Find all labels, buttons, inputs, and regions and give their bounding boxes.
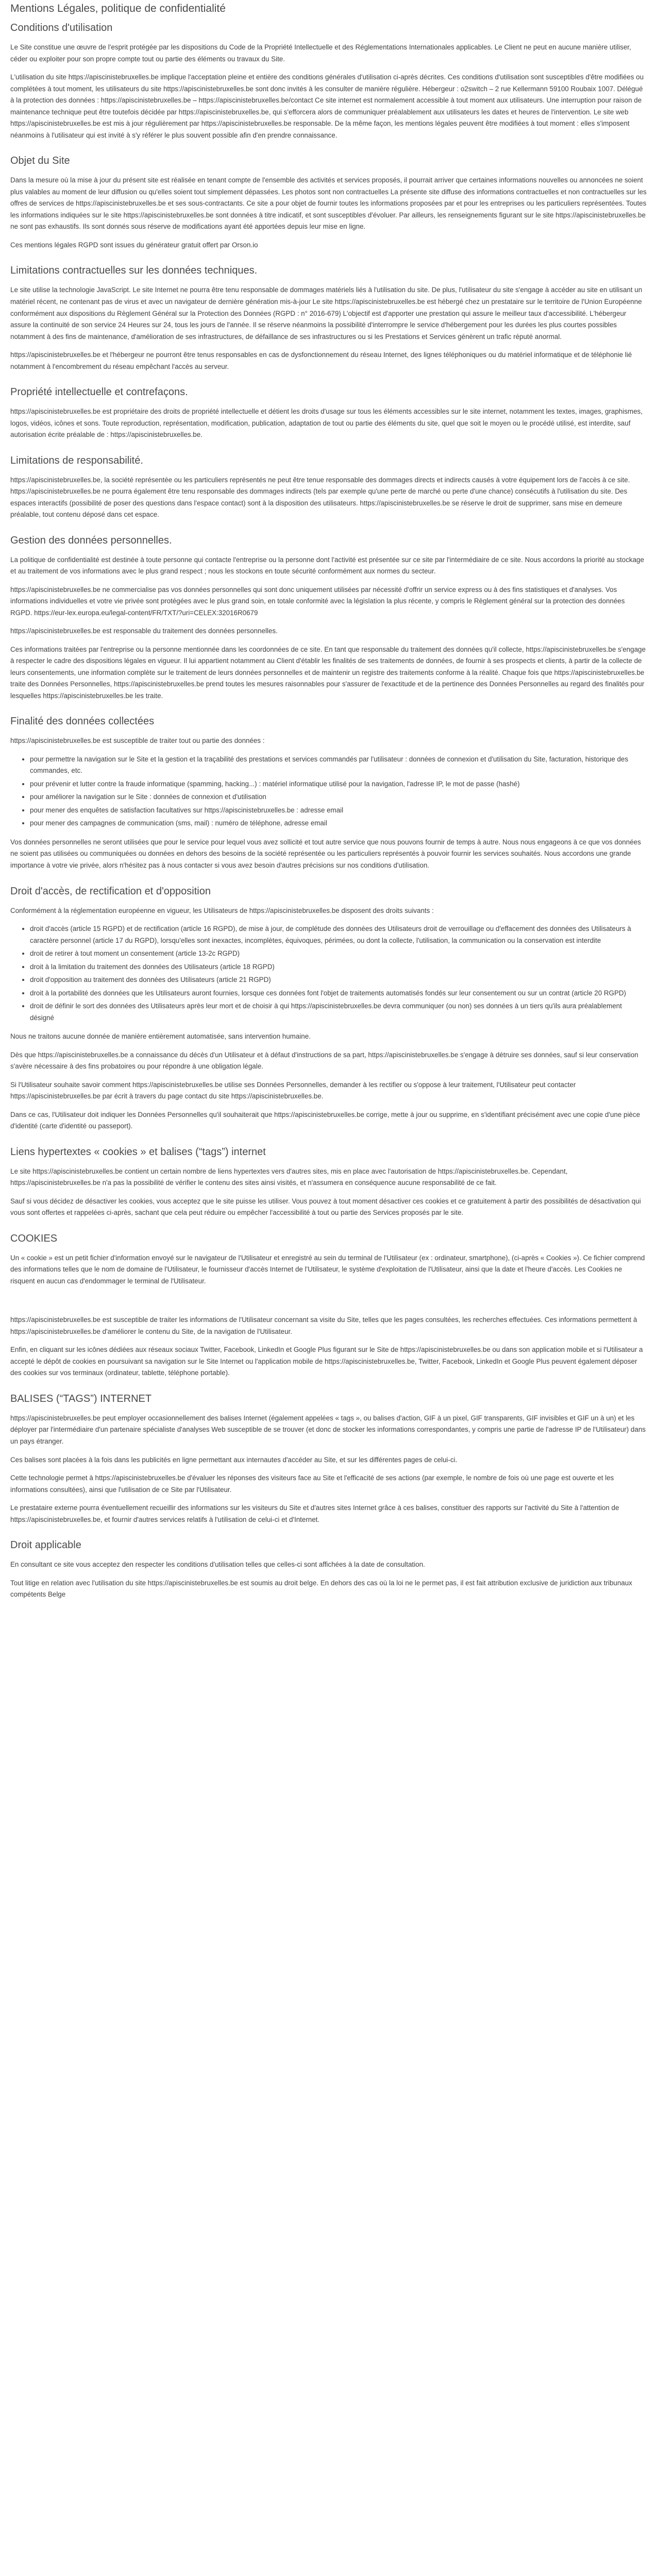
list-item: • droit de retirer à tout moment un consentement (article 13-2c RGPD) [30, 948, 647, 960]
section-paragraph: Sauf si vous décidez de désactiver les cookies, vous acceptez que le site puisse les utiliser. Vous pouvez à tout moment désactiver ces cookies et ce gratuitement à partir des possibilités de désactivation qui vous sont offertes et rappelées ci-après, sachant que cela peut réduire ou empêcher l'accessibilité à tout ou partie des Services proposés par le site. [10, 1197, 641, 1217]
section-paragraph: Ces informations traitées par l'entreprise ou la personne mentionnée dans les coordonnées de ce site. En tant que responsable du traitement des données qu'il collecte, https://apiscinistebruxelles.be s'engage à respecter le cadre des dispositions légales en vigueur. Il lui appartient notamment au Client d'établir les finalités de ses traitements de données, de fournir à ses prospects et clients, à partir de la collecte de leurs consentements, une information complète sur le traitement de leurs données personnelles et de maintenir un registre des traitements conforme à la réalité. Chaque fois que https://apiscinistebruxelles.be traite des Données Personnelles, https://apiscinistebruxelles.be prend toutes les mesures raisonnables pour s'assurer de l'exactitude et de la pertinence des Données Personnelles au regard des finalités pour lesquelles https://apiscinistebruxelles.be les traite. [10, 645, 646, 700]
sections-container [10, 22, 647, 1600]
section-paragraph: Enfin, en cliquant sur les icônes dédiées aux réseaux sociaux Twitter, Facebook, LinkedIn et Google Plus figurant sur le Site de https://apiscinistebruxelles.be ou dans son application mobile et si l'Utilisateur a accepté le dépôt de cookies en poursuivant sa navigation sur le Site Internet ou l'application mobile de https://apiscinistebruxelles.be, Twitter, Facebook, LinkedIn et Google Plus peuvent également déposer des cookies sur vos terminaux (ordinateur, tablette, téléphone portable). [10, 1346, 643, 1377]
list-item: • droit d'opposition au traitement des données des Utilisateurs (article 21 RGPD) [30, 974, 647, 986]
section-heading: Objet du Site [10, 155, 70, 167]
section-paragraph: Ces balises sont placées à la fois dans les publicités en ligne permettant aux internautes d'accéder au Site, et sur les différentes pages de celui-ci. [10, 1455, 458, 1464]
list-item: • droit à la limitation du traitement des données des Utilisateurs (article 18 RGPD) [30, 961, 647, 973]
section-paragraph: Le site https://apiscinistebruxelles.be contient un certain nombre de liens hypertextes vers d'autres sites, mis en place avec l'autorisation de https://apiscinistebruxelles.be. Cependant, https://apiscinistebruxelles.be n'a pas la possibilité de vérifier le contenu des sites ainsi visités, et n'assumera en conséquence aucune responsabilité de ce fait. [10, 1167, 568, 1187]
list-item: • pour mener des enquêtes de satisfaction facultatives sur https://apiscinistebruxelles.be : adresse email [30, 805, 647, 817]
list-item: • droit d'accès (article 15 RGPD) et de rectification (article 16 RGPD), de mise à jour, de complétude des données des Utilisateurs droit de verrouillage ou d'effacement des données des Utilisateurs à caractère personnel (article 17 du RGPD), lorsqu'elles sont inexactes, incomplètes, équivoques, périmées, ou dont la collecte, l'utilisation, la communication ou la conservation est interdite [30, 923, 647, 946]
section-heading: Droit d'accès, de rectification et d'opposition [10, 885, 211, 897]
section-paragraph: https://apiscinistebruxelles.be, la société représentée ou les particuliers représentés ne peut être tenue responsable des dommages directs et indirects causés à votre équipement lors de l'accès à ce site. https://apiscinistebruxelles.be ne pourra également être tenu responsable des dommages indirects (tels par exemple qu'une perte de marché ou perte d'une chance) consécutifs à l'utilisation du site. Des espaces interactifs (possibilité de poser des questions dans l'espace contact) sont à la disposition des utilisateurs. https://apiscinistebruxelles.be se réserve le droit de supprimer, sans mise en demeure préalable, tout contenu déposé dans cet espace. [10, 476, 630, 519]
section-paragraph: Nous ne traitons aucune donnée de manière entièrement automatisée, sans intervention humaine. [10, 1032, 311, 1041]
section-paragraph: Le site utilise la technologie JavaScript. Le site Internet ne pourra être tenu responsable de dommages matériels liés à l'utilisation du site. De plus, l'utilisateur du site s'engage à accéder au site en utilisant un matériel récent, ne contenant pas de virus et avec un navigateur de dernière génération mis-à-jour Le site https://apiscinistebruxelles.be est hébergé chez un prestataire sur le territoire de l'Union Européenne conformément aux dispositions du Règlement Général sur la Protection des Données (RGPD : n° 2016-679) L'objectif est d'apporter une prestation qui assure le meilleur taux d'accessibilité. L'hébergeur assure la continuité de son service 24 Heures sur 24, tous les jours de l'année. Il se réserve néanmoins la possibilité d'interrompre le service d'hébergement pour les durées les plus courtes possibles notamment à des fins de maintenance, d'amélioration de ses infrastructures, de défaillance de ses infrastructures ou si les Prestations et Services génèrent un trafic réputé anormal. [10, 286, 643, 341]
list-item: • pour prévenir et lutter contre la fraude informatique (spamming, hacking...) : matériel informatique utilisé pour la navigation, l'adresse IP, le mot de passe (hashé) [30, 778, 647, 790]
blank-spacer [10, 1294, 647, 1314]
list-item: • droit de définir le sort des données des Utilisateurs après leur mort et de choisir à qui https://apiscinistebruxelles.be devra communiquer (ou non) ses données à un tiers qu'ils aura préalablement désigné [30, 1001, 647, 1024]
section-heading: Limitations contractuelles sur les données techniques. [10, 265, 258, 277]
section-paragraph: https://apiscinistebruxelles.be est propriétaire des droits de propriété intellectuelle et détient les droits d'usage sur tous les éléments accessibles sur le site internet, notamment les textes, images, graphismes, logos, vidéos, icônes et sons. Toute reproduction, représentation, modification, publication, adaptation de tout ou partie des éléments du site, quel que soit le moyen ou le procédé utilisé, est interdite, sauf autorisation écrite préalable de : https://apiscinistebruxelles.be. [10, 408, 643, 439]
section-paragraph: L'utilisation du site https://apiscinistebruxelles.be implique l'acceptation pleine et entière des conditions générales d'utilisation ci-après décrites. Ces conditions d'utilisation sont susceptibles d'être modifiées ou complétées à tout moment, les utilisateurs du site https://apiscinistebruxelles.be sont donc invités à les consulter de manière régulière. Hébergeur : o2switch – 2 rue Kellermann 59100 Roubaix 1007. Délégué à la protection des données : https://apiscinistebruxelles.be – https://apiscinistebruxelles.be/contact Ce site internet est normalement accessible à tout moment aux utilisateurs. Une interruption pour raison de maintenance technique peut être toutefois décidée par https://apiscinistebruxelles.be, qui s'efforcera alors de communiquer préalablement aux utilisateurs les dates et heures de l'intervention. Le site web https://apiscinistebruxelles.be est mis à jour régulièrement par https://apiscinistebruxelles.be responsable. De la même façon, les mentions légales peuvent être modifiées à tout moment : elles s'imposent néanmoins à l'utilisateur qui est invité à s'y référer le plus souvent possible afin d'en prendre connaissance. [10, 73, 644, 139]
section-heading: Droit applicable [10, 1539, 81, 1551]
section-paragraph: Conformément à la réglementation européenne en vigueur, les Utilisateurs de https://apiscinistebruxelles.be disposent des droits suivants : [10, 906, 434, 914]
section-paragraph: Vos données personnelles ne seront utilisées que pour le service pour lequel vous avez sollicité et tout autre service que nous pouvons fournir de temps à autre. Nous nous engageons à ce que vos données ne soient pas utilisées ou communiquées ou données en dehors des besoins de la société représentée ou les particuliers représentés à pouvoir fournir les services souhaités. Nous accordons une grande importance à votre vie privée, alors n'hésitez pas à nous contacter si vous avez besoin d'autres précisions sur nos conditions d'utilisation. [10, 838, 641, 869]
section-heading: BALISES (“TAGS”) INTERNET [10, 1393, 152, 1404]
section-paragraph: Dans la mesure où la mise à jour du présent site est réalisée en tenant compte de l'ensemble des activités et services proposés, il pourrait arriver que certaines informations nouvelles ou annoncées ne soient plus valables au moment de leur diffusion ou qu'elles soient tout simplement dépassées. Les photos sont non contractuelles La présente site diffuse des informations contractuelles et non contractuelles sur les offres de services de https://apiscinistebruxelles.be et ses sous-contractants. Ce site a pour objet de fournir toutes les informations proposées par et pour les entreprises ou les particuliers représentées. Toutes les informations indiquées sur le site https://apiscinistebruxelles.be sont données à titre indicatif, et sont susceptibles d'évoluer. Par ailleurs, les renseignements figurant sur le site https://apiscinistebruxelles.be ne sont pas exhaustifs. Ils sont donnés sous réserve de modifications ayant été apportées depuis leur mise en ligne. [10, 176, 647, 231]
section-paragraph: https://apiscinistebruxelles.be est responsable du traitement des données personnelles. [10, 627, 278, 635]
bullet-list [10, 923, 647, 1024]
section-paragraph: Tout litige en relation avec l'utilisation du site https://apiscinistebruxelles.be est soumis au droit belge. En dehors des cas où la loi ne le permet pas, il est fait attribution exclusive de juridiction aux tribunaux compétents Belge [10, 1579, 632, 1599]
section-paragraph: Ces mentions légales RGPD sont issues du générateur gratuit offert par Orson.io [10, 241, 258, 249]
list-item: • pour améliorer la navigation sur le Site : données de connexion et d'utilisation [30, 791, 647, 803]
section-heading: Limitations de responsabilité. [10, 454, 143, 466]
section-paragraph: https://apiscinistebruxelles.be peut employer occasionnellement des balises Internet (également appelées « tags », ou balises d'action, GIF à un pixel, GIF transparents, GIF invisibles et GIF un à un) et les déployer par l'intermédiaire d'un partenaire spécialiste d'analyses Web susceptible de se trouver (et donc de stocker les informations correspondantes, y compris une partie de l'adresse IP de l'Utilisateur) dans un pays étranger. [10, 1414, 646, 1445]
list-item: • droit à la portabilité des données que les Utilisateurs auront fournies, lorsque ces données font l'objet de traitements automatisés fondés sur leur consentement ou sur un contrat (article 20 RGPD) [30, 988, 647, 999]
section-heading: Liens hypertextes « cookies » et balises (“tags”) internet [10, 1146, 266, 1158]
section-paragraph: Le prestataire externe pourra éventuellement recueillir des informations sur les visiteurs du Site et d'autres sites Internet grâce à ces balises, constituer des rapports sur l'activité du Site à l'attention de https://apiscinistebruxelles.be, et fournir d'autres services relatifs à l'utilisation de celui-ci et d'Internet. [10, 1504, 619, 1523]
section-heading: Finalité des données collectées [10, 716, 155, 727]
section-paragraph: La politique de confidentialité est destinée à toute personne qui contacte l'entreprise ou la personne dont l'activité est présentée sur ce site par l'intermédiaire de ce site. Nous accordons la priorité au stockage et au traitement de vos informations avec le plus grand respect ; nous les stockons en toute sécurité conformément aux normes du secteur. [10, 555, 644, 575]
section-paragraph: https://apiscinistebruxelles.be est susceptible de traiter tout ou partie des données : [10, 737, 265, 745]
section-paragraph: Dès que https://apiscinistebruxelles.be a connaissance du décès d'un Utilisateur et à défaut d'instructions de sa part, https://apiscinistebruxelles.be s'engage à détruire ses données, sauf si leur conservation s'avère nécessaire à des fins probatoires ou pour répondre à une obligation légale. [10, 1050, 638, 1071]
section-heading: COOKIES [10, 1232, 58, 1244]
section-heading: Gestion des données personnelles. [10, 534, 172, 546]
list-item: • pour mener des campagnes de communication (sms, mail) : numéro de téléphone, adresse email [30, 818, 647, 829]
section-paragraph: https://apiscinistebruxelles.be est susceptible de traiter les informations de l'Utilisateur concernant sa visite du Site, telles que les pages consultées, les recherches effectuées. Ces informations permettent à https://apiscinistebruxelles.be d'améliorer le contenu du Site, de la navigation de l'Utilisateur. [10, 1316, 637, 1335]
section-paragraph: https://apiscinistebruxelles.be ne commercialise pas vos données personnelles qui sont donc uniquement utilisées par nécessité d'offrir un service express ou à des fins statistiques et d'analyses. Vos informations individuelles et votre vie privée sont protégées avec le plus grand soin, en totale conformité avec la législation la plus récente, y compris le Règlement général sur la protection des données RGPD. https://eur-lex.europa.eu/legal-content/FR/TXT/?uri=CELEX:32016R0679 [10, 585, 625, 617]
section-paragraph: En consultant ce site vous acceptez den respecter les conditions d'utilisation telles que celles-ci sont affichées à la date de consultation. [10, 1561, 425, 1569]
section-paragraph: Dans ce cas, l'Utilisateur doit indiquer les Données Personnelles qu'il souhaiterait que https://apiscinistebruxelles.be corrige, mette à jour ou supprime, en s'identifiant précisément avec une copie d'une pièce d'identité (carte d'identité ou passeport). [10, 1110, 641, 1130]
section-paragraph: Un « cookie » est un petit fichier d'information envoyé sur le navigateur de l'Utilisateur et enregistré au sein du terminal de l'Utilisateur (ex : ordinateur, smartphone), (ci-après « Cookies »). Ce fichier comprend des informations telles que le nom de domaine de l'Utilisateur, le fournisseur d'accès Internet de l'Utilisateur, le système d'exploitation de l'Utilisateur, ainsi que la date et l'heure d'accès. Les Cookies ne risquent en aucun cas d'endommager le terminal de l'Utilisateur. [10, 1253, 645, 1285]
list-item: • pour permettre la navigation sur le Site et la gestion et la traçabilité des prestations et services commandés par l'utilisateur : données de connexion et d'utilisation du Site, facturation, historique des commandes, etc. [30, 754, 647, 777]
section-paragraph: Le Site constitue une œuvre de l'esprit protégée par les dispositions du Code de la Propriété Intellectuelle et des Réglementations Internationales applicables. Le Client ne peut en aucune manière utiliser, céder ou exploiter pour son propre compte tout ou partie des éléments ou travaux du Site. [10, 43, 631, 63]
section-paragraph: Si l'Utilisateur souhaite savoir comment https://apiscinistebruxelles.be utilise ses Données Personnelles, demander à les rectifier ou s'oppose à leur traitement, l'Utilisateur peut contacter https://apiscinistebruxelles.be par écrit à travers du page contact du site https://apiscinistebruxelles.be. [10, 1080, 576, 1100]
page-title: Mentions Légales, politique de confidentialité [10, 3, 226, 14]
bullet-list [10, 754, 647, 829]
section-heading: Propriété intellectuelle et contrefaçons. [10, 386, 188, 398]
section-paragraph: https://apiscinistebruxelles.be et l'hébergeur ne pourront être tenus responsables en cas de dysfonctionnement du réseau Internet, des lignes téléphoniques ou du matériel informatique et de téléphonie lié notamment à l'encombrement du réseau empêchant l'accès au serveur. [10, 351, 632, 370]
section-heading: Conditions d'utilisation [10, 22, 113, 34]
section-paragraph: Cette technologie permet à https://apiscinistebruxelles.be d'évaluer les réponses des visiteurs face au Site et l'efficacité de ses actions (par exemple, le nombre de fois où une page est ouverte et les informations consultées), ainsi que l'utilisation de ce Site par l'Utilisateur. [10, 1474, 614, 1494]
